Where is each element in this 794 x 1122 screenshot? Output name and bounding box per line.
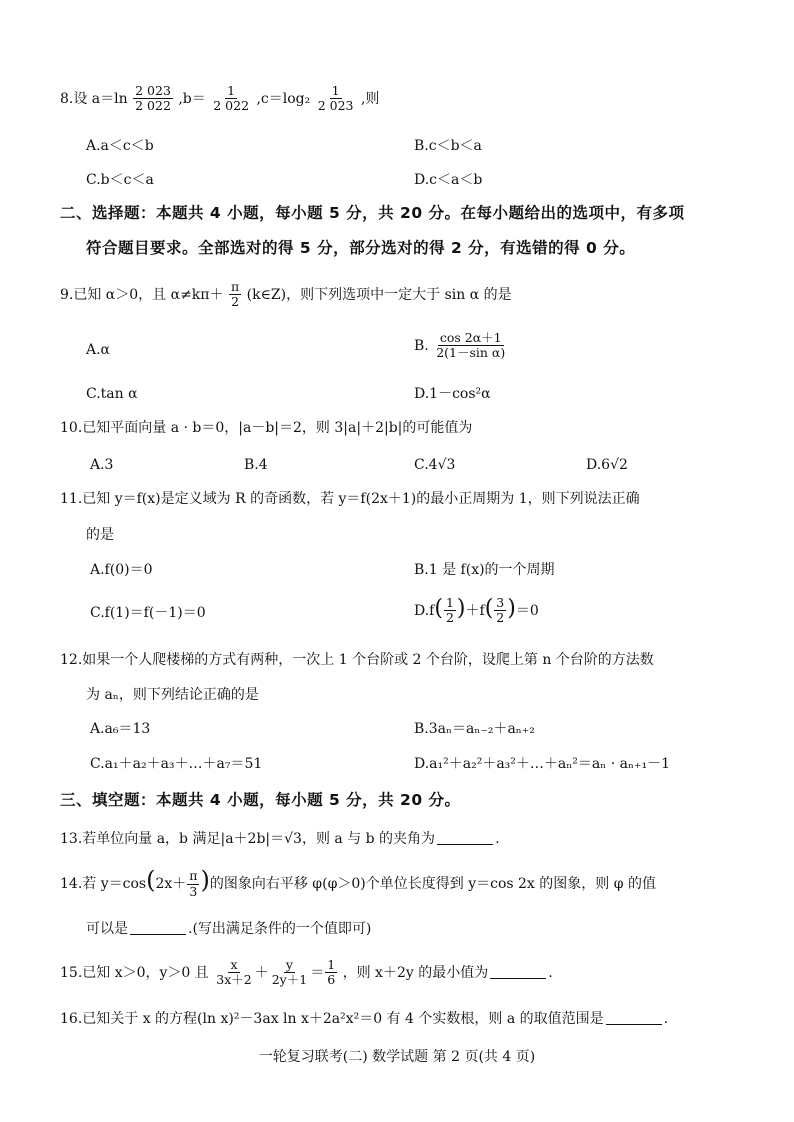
q14-frac (187, 869, 199, 899)
q15-frac1 (214, 958, 253, 988)
q8-option-a: A.a＜c＜b (86, 138, 154, 154)
q15-frac3-den: 6 (327, 972, 336, 988)
q13-text: 13.若单位向量 a，b 满足|a＋2b|＝√3，则 a 与 b 的夹角为 (60, 831, 436, 847)
q15-frac2 (270, 958, 309, 988)
q11-option-d-frac2-den: 2 (496, 610, 505, 626)
q11-option-d-frac2 (494, 596, 506, 626)
q14-stem-line1: 14.若 y＝cos(2x＋ $\frac{\pi}{3}$ )的图象向右平移 φ(φ＞0)个单位长度得到 y＝cos 2x 的图象，则 φ 的值 (60, 866, 656, 899)
q11-option-d-frac1-den: 2 (445, 610, 454, 626)
section3-title: 三、填空题：本题共 4 小题，每小题 5 分，共 20 分。 (60, 791, 461, 809)
q8-frac-b-den: 2 022 (213, 98, 250, 114)
q15-eq: ＝ (310, 964, 325, 981)
q8-option-c: C.b＜c＜a (86, 172, 154, 188)
q9-suffix: (k∈Z)，则下列选项中一定大于 sin α 的是 (246, 286, 512, 303)
q9-stem (60, 280, 512, 310)
q9-frac-num: π (230, 279, 240, 294)
q9-prefix: 9.已知 α＞0，且 α≠kπ＋ (60, 286, 224, 303)
q12-stem-line2: 为 aₙ，则下列结论正确的是 (86, 687, 259, 703)
q15-prefix: 15.已知 x＞0，y＞0 且 (60, 964, 209, 981)
q16-answer-blank[interactable] (606, 1022, 662, 1025)
q8-frac-c-num: 1 (331, 83, 340, 98)
q12-option-a: A.a₆＝13 (90, 721, 151, 737)
q13-answer-blank[interactable] (437, 842, 493, 845)
q16-end: . (663, 1011, 669, 1027)
q10-option-b: B.4 (244, 457, 268, 473)
q11-option-d-frac1-num: 1 (445, 595, 454, 610)
q11-option-d-prefix: D.f (414, 602, 435, 619)
q13-stem (60, 832, 500, 846)
q15-stem (60, 958, 553, 988)
q14-suffix: 的图象向右平移 φ(φ＞0)个单位长度得到 y＝cos 2x 的图象，则 φ 的值 (209, 876, 656, 892)
q8-frac-c-den: 2 023 (317, 98, 354, 114)
q15-frac2-num: y (285, 957, 293, 972)
q8-frac-a-den: 2 022 (135, 98, 171, 114)
q15-frac3 (325, 958, 337, 988)
q11-option-d-suffix: ＝0 (515, 602, 539, 619)
q11-option-d: D.f( $\frac{1}{2}$ )＋f( $\frac{3}{2}$ )＝0 (414, 595, 539, 626)
q15-end: . (548, 964, 553, 981)
q11-option-b: B.1 是 f(x)的一个周期 (414, 562, 555, 578)
q9-option-b-num: cos 2α＋1 (439, 330, 502, 345)
q15-suffix: ，则 x＋2y 的最小值为 (342, 964, 489, 981)
q15-answer-blank[interactable] (490, 976, 546, 979)
q8-mid-c: ,c＝log₂ (256, 90, 311, 107)
q14-line2-end: .(写出满足条件的一个值即可) (188, 921, 372, 937)
q10-option-d: D.6√2 (586, 457, 628, 473)
q14-stem-line2 (86, 922, 371, 936)
q15-plus: ＋ (254, 964, 269, 981)
q12-option-b: B.3aₙ＝aₙ₋₂＋aₙ₊₂ (414, 721, 535, 737)
q9-option-b-den: 2(1－sin α) (436, 345, 506, 361)
q12-option-d: D.a₁²＋a₂²＋a₃²＋…＋aₙ²＝aₙ · aₙ₊₁－1 (414, 756, 670, 772)
q8-frac-b-num: 1 (227, 83, 236, 98)
q9-option-b (414, 331, 508, 361)
q15-frac3-num: 1 (327, 957, 336, 972)
q14-line2-text: 可以是 (86, 921, 128, 937)
q13-end: . (495, 831, 500, 847)
q8-stem (60, 84, 379, 114)
q9-option-b-frac (434, 331, 507, 361)
q8-prefix: 8.设 a＝ln (60, 90, 128, 107)
q11-option-d-frac2-num: 3 (496, 595, 505, 610)
q11-option-c: C.f(1)＝f(－1)＝0 (90, 605, 206, 621)
q15-frac1-num: x (230, 957, 238, 972)
page-footer: 一轮复习联考(二) 数学试题 第 2 页(共 4 页) (258, 1049, 536, 1065)
q8-frac-a-num: 2 023 (135, 83, 171, 98)
q9-option-a: A.α (86, 342, 111, 358)
q14-frac-num: π (189, 868, 198, 884)
section2-line1: 二、选择题：本题共 4 小题，每小题 5 分，共 20 分。在每小题给出的选项中，有多项 (60, 204, 685, 222)
q8-mid-b: ,b＝ (178, 90, 206, 107)
q8-suffix: ,则 (360, 90, 380, 107)
q10-option-c: C.4√3 (414, 457, 456, 473)
q9-option-c: C.tan α (86, 386, 138, 402)
q15-frac2-den: 2y＋1 (271, 972, 308, 988)
q11-stem-line2: 的是 (86, 527, 114, 543)
q14-prefix: 14.若 y＝cos (60, 876, 147, 892)
q8-frac-b (211, 84, 251, 114)
q14-frac-den: 3 (189, 883, 198, 899)
q9-frac-den: 2 (231, 294, 240, 310)
q8-option-b: B.c＜b＜a (414, 138, 482, 154)
q14-inner-prefix: 2x＋ (155, 876, 187, 892)
q15-frac1-den: 3x＋2 (216, 972, 252, 988)
q9-frac (229, 280, 241, 310)
q8-option-d: D.c＜a＜b (414, 172, 483, 188)
q14-answer-blank[interactable] (130, 932, 186, 935)
q11-option-d-frac1 (444, 596, 456, 626)
q10-stem: 10.已知平面向量 a · b＝0，|a－b|＝2，则 3|a|＋2|b|的可能值为 (60, 420, 473, 436)
q16-stem (60, 1012, 668, 1026)
q11-option-a: A.f(0)＝0 (90, 562, 153, 578)
q16-text: 16.已知关于 x 的方程(ln x)²－3ax ln x＋2a²x²＝0 有 4 个实数根，则 a 的取值范围是 (60, 1011, 604, 1027)
q12-option-c: C.a₁＋a₂＋a₃＋…＋a₇＝51 (90, 756, 263, 772)
q11-option-d-mid: ＋f (465, 602, 485, 619)
q11-stem-line1: 11.已知 y＝f(x)是定义域为 R 的奇函数，若 y＝f(2x＋1)的最小正周期为 1，则下列说法正确 (60, 491, 640, 507)
q10-option-a: A.3 (90, 457, 114, 473)
q9-option-d: D.1－cos²α (414, 386, 491, 402)
q9-option-b-label: B. (414, 337, 429, 354)
section2-line2: 符合题目要求。全部选对的得 5 分，部分选对的得 2 分，有选错的得 0 分。 (86, 239, 636, 257)
q12-stem-line1: 12.如果一个人爬楼梯的方式有两种，一次上 1 个台阶或 2 个台阶，设爬上第 n 个台阶的方法数 (60, 652, 654, 668)
q8-frac-a (133, 84, 173, 114)
q8-frac-c (316, 84, 356, 114)
